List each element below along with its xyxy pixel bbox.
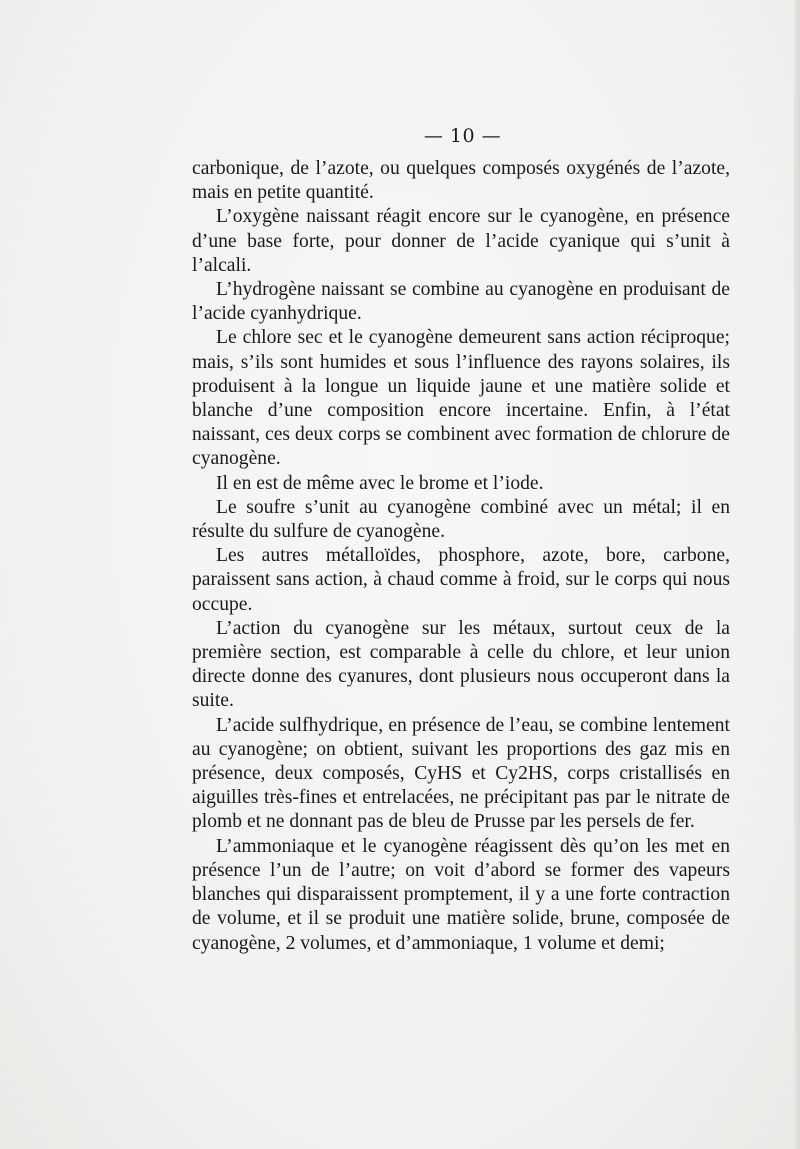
page-number: — 10 — [423,125,502,147]
paragraph-acide-sulfhydrique: L’acide sulfhydrique, en présence de l’eau, se combine lentement au cyanogène; on obtient, suivant les proportions des gaz mis en présence, deux composés, CyHS et Cy2HS, corps cristallisés en aiguilles très-fines et entrelacées, ne précipitant pas par le nitrate de plomb et ne donnant pas de bleu de Prusse par les persels de fer. [192,714,730,833]
paragraph-chlore: Le chlore sec et le cyanogène demeurent sans action réciproque; mais, s’ils sont humides et sous l’influence des rayons solaires, ils produisent à la longue un liquide jaune et une matière solide et blanche d’une composition encore incertaine. Enfin, à l’état naissant, ces deux corps se combinent avec formation de chlorure de cyanogène. [192,327,730,470]
paragraph-continuation: carbonique, de l’azote, ou quelques composés oxygénés de l’azote, mais en petite quantité. [192,158,730,204]
body-text [192,157,730,956]
paragraph-hydrogene: L’hydrogène naissant se combine au cyanogène en produisant de l’acide cyanhydrique. [192,279,730,325]
paragraph-soufre: Le soufre s’unit au cyanogène combiné avec un métal; il en résulte du sulfure de cyanogène. [192,496,730,543]
paragraph-ammoniaque: L’ammoniaque et le cyanogène réagissent dès qu’on les met en présence l’un de l’autre; on voit d’abord se former des vapeurs blanches qui disparaissent promptement, il y a une forte contraction de volume, et il se produit une matière solide, brune, composée de cyanogène, 2 volumes, et d’ammoniaque, 1 volume et demi; [192,835,730,954]
paragraph-oxygene: L’oxygène naissant réagit encore sur le cyanogène, en présence d’une base forte, pour donner de l’acide cyanique qui s’unit à l’alcali. [192,206,730,276]
paragraph-metalloides: Les autres métalloïdes, phosphore, azote, bore, carbone, paraissent sans action, à chaud comme à froid, sur le corps qui nous occupe. [192,545,730,615]
paragraph-brome-iode: Il en est de même avec le brome et l’iode. [216,472,544,494]
page-edge-shadow [794,0,800,1149]
paragraph-metaux: L’action du cyanogène sur les métaux, surtout ceux de la première section, est comparable à celle du chlore, et leur union directe donne des cyanures, dont plusieurs nous occuperont dans la suite. [192,617,730,712]
